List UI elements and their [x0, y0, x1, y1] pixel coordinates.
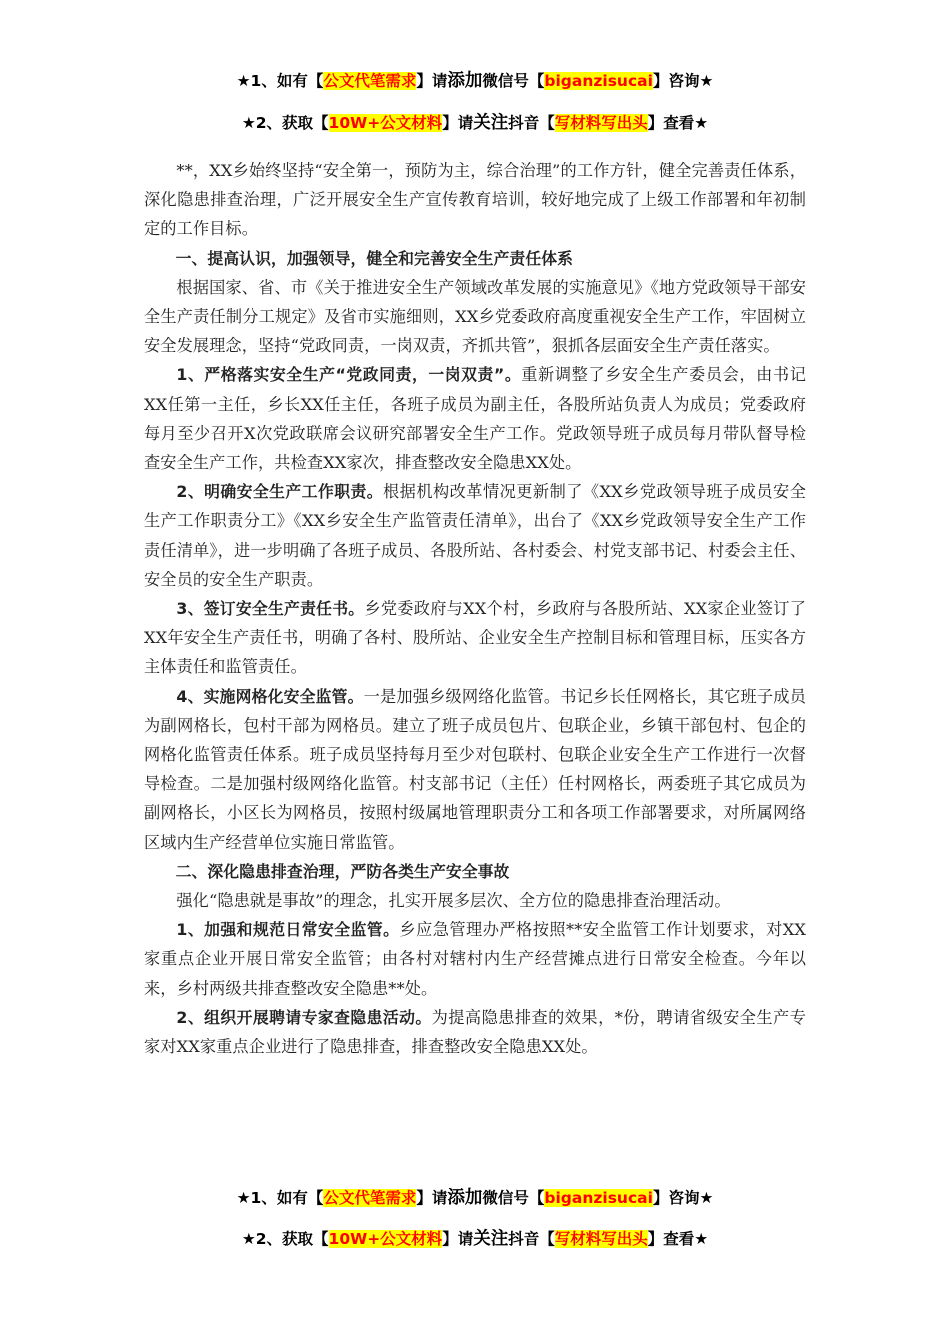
subsection-title: 3、签订安全生产责任书。: [176, 599, 365, 619]
document-body: [144, 156, 806, 1061]
subsection-title: 1、严格落实安全生产“党政同责，一岗双责”。: [176, 365, 522, 385]
banner-text: ★1、如有【: [236, 1189, 324, 1207]
banner-emphasis: 关注: [473, 1229, 509, 1249]
paragraph: 强化“隐患就是事故”的理念，扎实开展多层次、全方位的隐患排查治理活动。: [176, 891, 731, 911]
banner-text: 微信号【: [482, 72, 545, 90]
subsection-6: [144, 1003, 806, 1061]
subsection-5: [144, 915, 806, 1003]
banner-douyin-id: 写材料写出头: [554, 114, 648, 132]
intro-paragraph: **，XX乡始终坚持“安全第一，预防为主，综合治理”的工作方针，健全完善责任体系，深化隐患排查治理，广泛开展安全生产宣传教育培训，较好地完成了上级工作部署和年初制定的工作目标。: [144, 161, 806, 239]
subsection-text: 根据机构改革情况更新制了《XX乡党政领导班子成员安全生产工作职责分工》《XX乡安全生产监管责任清单》，出台了《XX乡党政领导安全生产工作责任清单》，进一步明确了各班子成员、各股所站、各村委会、村党支部书记、村委会主任、安全员的安全生产职责。: [144, 482, 806, 589]
banner-text: 】咨询★: [652, 72, 714, 90]
banner-text: 抖音【: [508, 1230, 555, 1248]
subsection-3: [144, 594, 806, 682]
subsection-title: 2、组织开展聘请专家查隐患活动。: [176, 1007, 432, 1027]
banner-text: 】查看★: [647, 114, 709, 132]
subsection-title: 1、加强和规范日常安全监管。: [176, 920, 400, 940]
banner-text: 】请: [416, 72, 448, 90]
banner-line-2-top: [0, 111, 950, 135]
banner-highlight: 公文代笔需求: [323, 72, 417, 90]
subsection-4: [144, 682, 806, 857]
subsection-1: [144, 360, 806, 477]
subsection-text: 重新调整了乡安全生产委员会，由书记XX任第一主任，乡长XX任主任，各班子成员为副主任，各股所站负责人为成员；党委政府每月至少召开X次党政联席会议研究部署安全生产工作。党政领导班子成员每月带队督导检查安全生产工作，共检查XX家次，排查整改安全隐患XX处。: [144, 365, 806, 473]
subsection-text: 乡党委政府与XX个村，乡政府与各股所站、XX家企业签订了XX年安全生产责任书，明确了各村、股所站、企业安全生产控制目标和管理目标，压实各方主体责任和监管责任。: [144, 599, 806, 677]
banner-emphasis: 关注: [473, 113, 509, 133]
banner-emphasis: 添加: [447, 1188, 483, 1208]
banner-highlight: 10W+公文材料: [328, 114, 443, 132]
banner-text: ★1、如有【: [236, 72, 324, 90]
banner-line-1-bottom: [0, 1186, 950, 1210]
banner-text: 】查看★: [647, 1230, 709, 1248]
banner-douyin-id: 写材料写出头: [554, 1230, 648, 1248]
subsection-title: 2、明确安全生产工作职责。: [176, 482, 384, 502]
subsection-text: 为提高隐患排查的效果，*份，聘请省级安全生产专家对XX家重点企业进行了隐患排查，排查整改安全隐患XX处。: [144, 1007, 806, 1057]
section-heading-2: 二、深化隐患排查治理，严防各类生产安全事故: [175, 861, 510, 881]
banner-line-1-top: [0, 69, 950, 93]
paragraph: 根据国家、省、市《关于推进安全生产领域改革发展的实施意见》《地方党政领导干部安全生产责任制分工规定》及省市实施细则，XX乡党委政府高度重视安全生产工作，牢固树立安全发展理念，坚持“党政同责，一岗双责，齐抓共管”，狠抓各层面安全生产责任落实。: [144, 277, 806, 356]
subsection-text: 乡应急管理办严格按照**安全监管工作计划要求，对XX家重点企业开展日常安全监管；由各村对辖村内生产经营摊点进行日常安全检查。今年以来，乡村两级共排查整改安全隐患**处。: [144, 920, 806, 998]
banner-text: 抖音【: [508, 114, 555, 132]
banner-wechat-id: biganzisucai: [544, 72, 653, 90]
subsection-text: 一是加强乡级网络化监管。书记乡长任网格长，其它班子成员为副网格长，包村干部为网格员。建立了班子成员包片、包联企业，乡镇干部包村、包企的网格化监管责任体系。班子成员坚持每月至少对包联村、包联企业安全生产工作进行一次督导检查。二是加强村级网络化监管。村支部书记（主任）任村网格长，两委班子其它成员为副网格长，小区长为网格员，按照村级属地管理职责分工和各项工作部署要求，对所属网络区域内生产经营单位实施日常监管。: [144, 686, 806, 852]
banner-text: 】请: [416, 1189, 448, 1207]
section-heading-1: 一、提高认识，加强领导，健全和完善安全生产责任体系: [175, 248, 574, 268]
banner-emphasis: 添加: [447, 71, 483, 91]
banner-text: 】咨询★: [652, 1189, 714, 1207]
banner-text: 】请: [442, 114, 474, 132]
banner-text: ★2、获取【: [241, 114, 329, 132]
banner-line-2-bottom: [0, 1227, 950, 1251]
subsection-2: [144, 477, 806, 594]
banner-highlight: 10W+公文材料: [328, 1230, 443, 1248]
banner-text: ★2、获取【: [241, 1230, 329, 1248]
banner-text: 微信号【: [482, 1189, 545, 1207]
banner-wechat-id: biganzisucai: [544, 1189, 653, 1207]
banner-highlight: 公文代笔需求: [323, 1189, 417, 1207]
banner-text: 】请: [442, 1230, 474, 1248]
subsection-title: 4、实施网格化安全监管。: [176, 686, 364, 706]
